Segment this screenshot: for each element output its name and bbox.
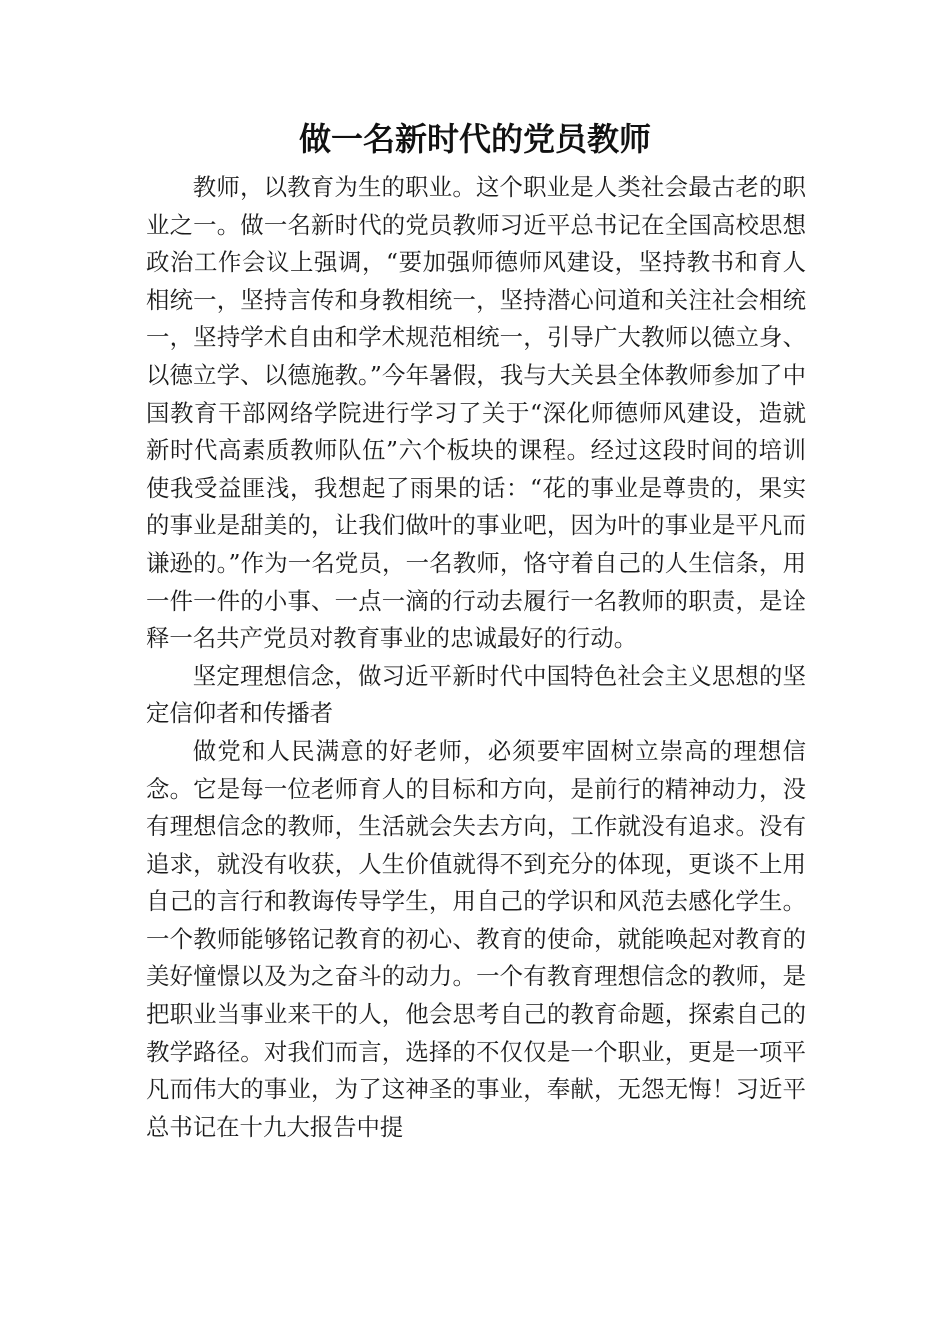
section-heading: 坚定理想信念，做习近平新时代中国特色社会主义思想的坚定信仰者和传播者 [146, 661, 806, 728]
document-body [146, 169, 806, 1146]
paragraph-ideals: 做党和人民满意的好老师，必须要牢固树立崇高的理想信念。它是每一位老师育人的目标和方向，是前行的精神动力，没有理想信念的教师，生活就会失去方向，工作就没有追求。没有追求，就没有收获，人生价值就得不到充分的体现，更谈不上用自己的言行和教诲传导学生，用自己的学识和风范去感化学生。一个教师能够铭记教育的初心、教育的使命，就能唤起对教育的美好憧憬以及为之奋斗的动力。一个有教育理想信念的教师，是把职业当事业来干的人，他会思考自己的教育命题，探索自己的教学路径。对我们而言，选择的不仅仅是一个职业，更是一项平凡而伟大的事业，为了这神圣的事业，奉献，无怨无悔！习近平总书记在十九大报告中提 [146, 736, 806, 1141]
paragraph-intro: 教师，以教育为生的职业。这个职业是人类社会最古老的职业之一。做一名新时代的党员教师习近平总书记在全国高校思想政治工作会议上强调，“要加强师德师风建设，坚持教书和育人相统一，坚持言传和身教相统一，坚持潜心问道和关注社会相统一，坚持学术自由和学术规范相统一，引导广大教师以德立身、以德立学、以德施教。”今年暑假，我与大关县全体教师参加了中国教育干部网络学院进行学习了关于“深化师德师风建设，造就新时代高素质教师队伍”六个板块的课程。经过这段时间的培训使我受益匪浅，我想起了雨果的话：“花的事业是尊贵的，果实的事业是甜美的，让我们做叶的事业吧，因为叶的事业是平凡而谦逊的。”作为一名党员，一名教师，恪守着自己的人生信条，用一件一件的小事、一点一滴的行动去履行一名教师的职责，是诠释一名共产党员对教育事业的忠诚最好的行动。 [146, 173, 806, 653]
document-title: 做一名新时代的党员教师 [298, 120, 651, 158]
